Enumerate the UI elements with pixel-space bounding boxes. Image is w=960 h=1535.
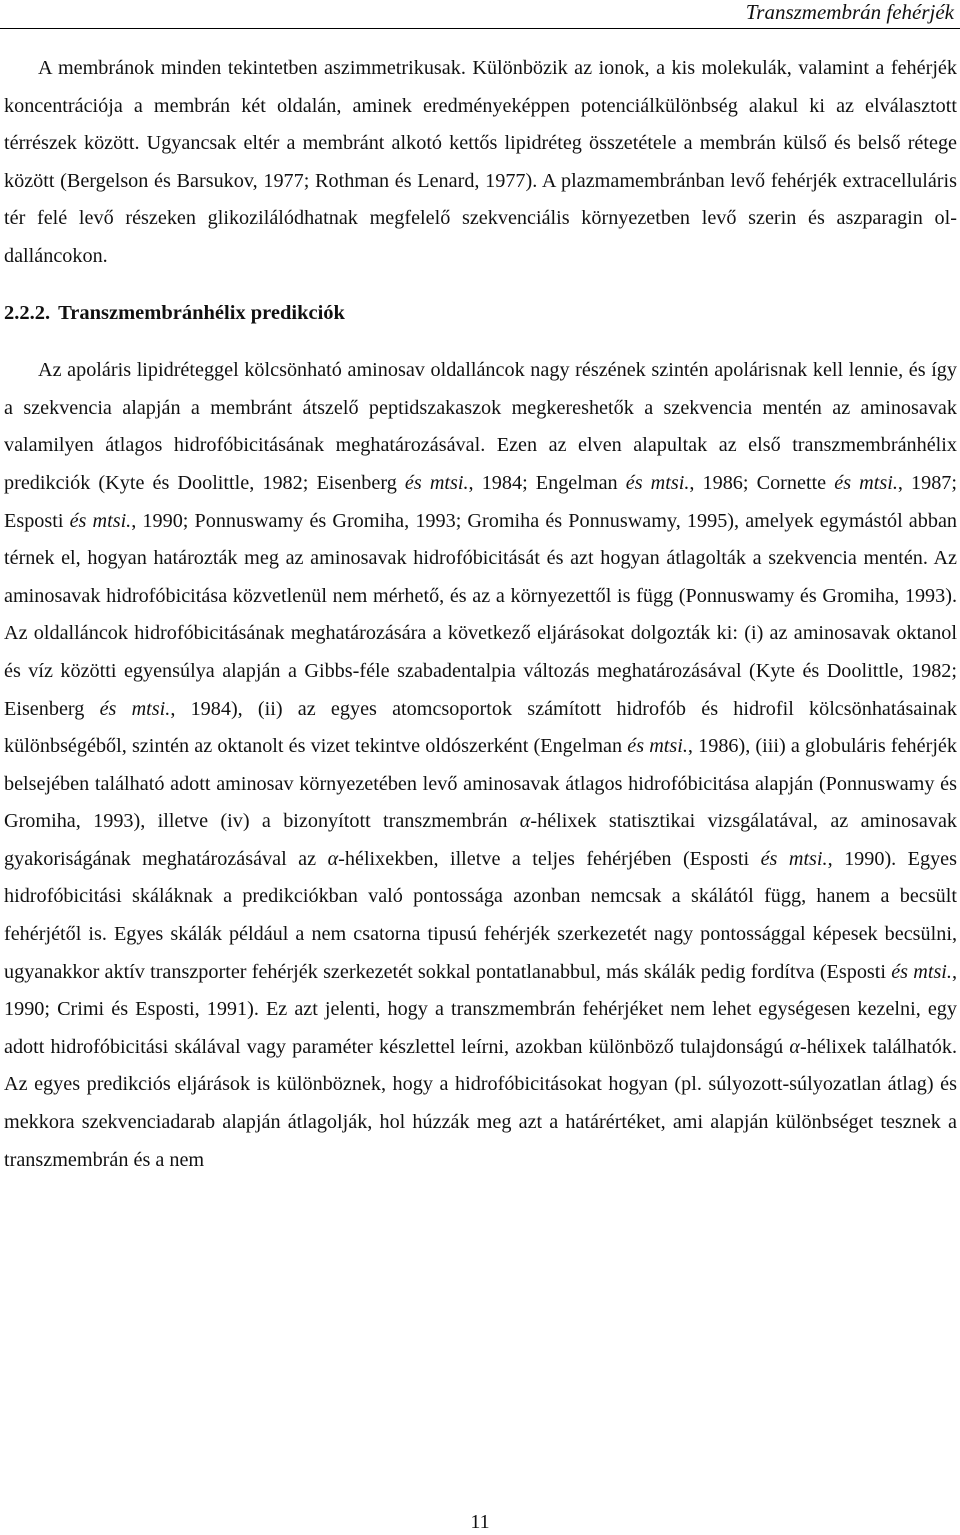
page-body <box>4 50 957 1179</box>
section-number: 2.2.2. <box>4 301 51 324</box>
paragraph-intro: A membránok minden tekintetben aszimmetrikusak. Különbözik az ionok, a kis molekulák, valamint a fehérjék koncentrációja a membrán két oldalán, aminek eredményeképpen potenciálkülönbség alakul ki az elválasztott térrészek között. Ugyancsak eltér a membránt alkotó kettős lipidréteg összetétele a membrán külső és belső rétege között (Bergelson és Barsukov, 1977; Rothman és Lenard, 1977). A plazmamembránban levő fehérjék extracelluláris tér felé levő részeken glikozilálódhatnak megfelelő szekvenciális környezetben levő szerin és aszparagin oldalláncokon. <box>4 57 957 267</box>
citation-etal: és mtsi. <box>834 471 898 494</box>
text-segment: , 1990). Egyes hidrofóbicitási skáláknak a predikciókban való pontossága azonban nemcsak a skálától függ, hanem a becsült fehérjétől is. Egyes skálák például a nem csatorna tipusú fehérjék szerkezetét nagy pontossággal képesek becsülni, ugyanakkor aktív transzporter fehérjék szerkezetét sokkal pontatlanabbul, más skálák pedig fordítva (Esposti <box>4 847 957 983</box>
text-segment: , 1990; Ponnuswamy és Gromiha, 1993; Gromiha és Ponnuswamy, 1995), amelyek egymástól abban térnek el, hogyan határozták meg az aminosavak hidrofóbicitását és azt hogyan átlagolták a szekvencia mentén. Az aminosavak hidrofóbicitása közvetlenül nem mérhető, és az a környezettől is függ (Ponnuswamy és Gromiha, 1993). Az oldalláncok hidrofóbicitásának meghatározására a következő eljárásokat dolgozták ki: (i) az aminosavak oktanol és víz közötti egyensúlya alapján a Gibbs-féle szabadentalpia változás meghatározásával (Kyte és Doolittle, 1982; Eisenberg <box>4 509 958 720</box>
text-segment: , 1984), (ii) az egyes atomcsoportok számított hidrofób és hidrofil kölcsönhatásainak különbségéből, szintén az oktanolt és vizet tekintve oldószerként (Engelman <box>4 697 958 758</box>
citation-etal: és mtsi. <box>404 471 469 494</box>
text-segment: -hélixekben, illetve a teljes fehérjében (Esposti <box>338 847 761 870</box>
citation-etal: és mtsi. <box>99 697 171 720</box>
page-number: 11 <box>470 1511 490 1533</box>
alpha-symbol: α <box>789 1035 801 1058</box>
text-segment: , 1986), (iii) a globuláris fehérjék belsejében található adott aminosav környezetében levő aminosavak átlagos hidrofóbicitása alapján (Ponnuswamy és Gromiha, 1993), illetve (iv) a bizonyított transzmembrán <box>4 735 957 833</box>
text-segment: , 1984; Engelman <box>468 471 626 494</box>
running-header-title: Transzmembrán fehérjék <box>745 0 954 24</box>
text-segment: , 1987; Esposti <box>4 471 958 532</box>
text-segment: -hélixek találhatók. Az egyes predikciós eljárások is különböznek, hogy a hidrofóbicitásokat hogyan (pl. súlyozott-súlyozatlan átlag) és mekkora szekvenciadarab alapján átlagolják, hol húzzák meg azt a határértéket, ami alapján különbséget tesznek a transzmembrán és a nem <box>4 1035 957 1171</box>
paragraph-predictions <box>4 352 957 1179</box>
citation-etal: és mtsi. <box>627 735 688 758</box>
alpha-symbol: α <box>327 847 339 870</box>
citation-etal: és mtsi. <box>69 509 132 532</box>
citation-etal: és mtsi. <box>891 960 952 983</box>
citation-etal: és mtsi. <box>760 847 828 870</box>
text-segment: -hélixek statisztikai vizsgálatával, az aminosavak gyakoriságának meghatározásával az <box>4 810 958 870</box>
section-heading <box>4 295 957 333</box>
alpha-symbol: α <box>519 810 531 833</box>
section-title: Transzmembránhélix predikciók <box>58 301 345 324</box>
text-segment: , 1990; Crimi és Esposti, 1991). Ez azt jelenti, hogy a transzmembrán fehérjéket nem lehet egységesen kezelni, egy adott hidrofóbicitási skálával vagy paraméter készlettel leírni, azokban különböző tulajdonságú <box>4 960 957 1058</box>
running-header <box>0 0 960 29</box>
citation-etal: és mtsi. <box>625 471 690 494</box>
text-segment: Az apoláris lipidréteggel kölcsönható aminosav oldalláncok nagy részének szintén apolárisnak kell lennie, és így a szekvencia alapján a membránt átszelő peptidszakaszok megkereshetők a szekvencia mentén az aminosavak valamilyen átlagos hidrofóbicitásának meghatározásával. Ezen az elven alapultak az első transzmembránhélix predikciók (Kyte és Doolittle, 1982; Eisenberg <box>4 359 957 494</box>
text-segment: , 1986; Cornette <box>689 471 835 494</box>
